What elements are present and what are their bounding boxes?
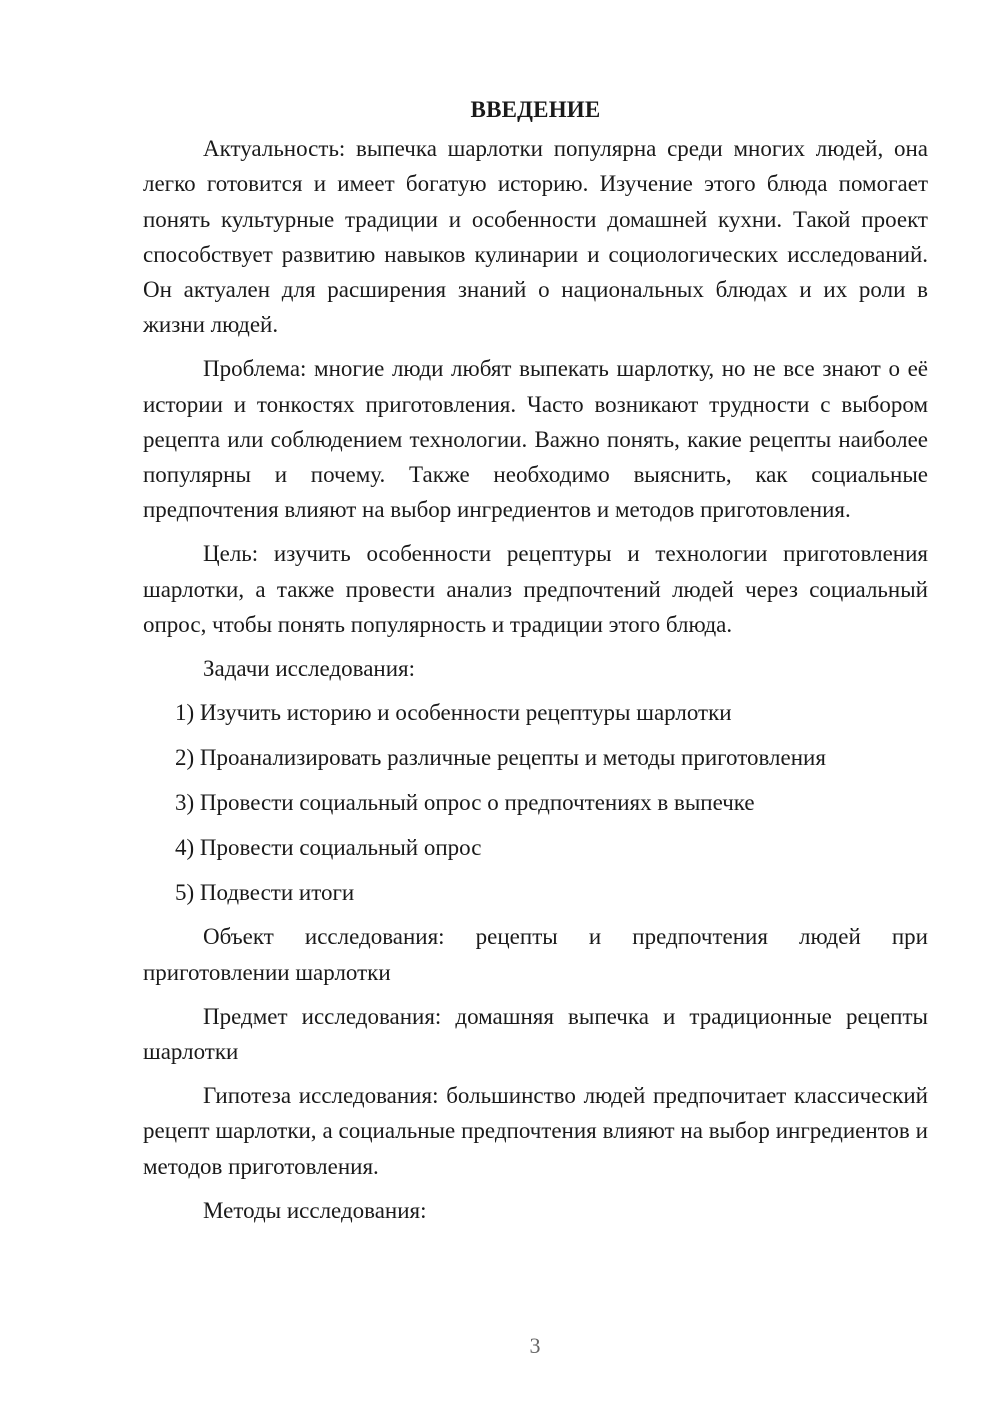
methods-label: Методы исследования: [203, 1197, 427, 1223]
paragraph-problem: Проблема: многие люди любят выпекать шарлотку, но не все знают о её истории и тонкостях приготовления. Часто возникают трудности с выбором рецепта или соблюдением технологии. Важно понять, какие рецепты наиболее популярны и почему. Также необходимо выяснить, как социальные предпочтения влияют на выбор ингредиентов и методов приготовления. [143, 356, 928, 523]
page-title: ВВЕДЕНИЕ [470, 97, 601, 122]
tasks-label: Задачи исследования: [203, 656, 416, 682]
paragraph-object: Объект исследования: рецепты и предпочтения людей при приготовлении шарлотки [143, 924, 928, 985]
list-item: 5) Подвести итоги [175, 880, 355, 906]
paragraph-relevance: Актуальность: выпечка шарлотки популярна среди многих людей, она легко готовится и имеет богатую историю. Изучение этого блюда помогает понять культурные традиции и особенности домашней кухни. Такой проект способствует развитию навыков кулинарии и социологических исследований. Он актуален для расширения знаний о национальных блюдах и их роли в жизни людей. [143, 136, 928, 338]
tasks-list [143, 695, 928, 910]
list-item: 3) Провести социальный опрос о предпочтениях в выпечке [175, 790, 755, 816]
paragraph-subject: Предмет исследования: домашняя выпечка и традиционные рецепты шарлотки [143, 1003, 928, 1065]
list-item: 2) Проанализировать различные рецепты и методы приготовления [175, 745, 826, 771]
list-item: 1) Изучить историю и особенности рецептуры шарлотки [175, 700, 732, 726]
list-item: 4) Провести социальный опрос [175, 835, 482, 861]
paragraph-goal: Цель: изучить особенности рецептуры и технологии приготовления шарлотки, а также провести анализ предпочтений людей через социальный опрос, чтобы понять популярность и традиции этого блюда. [143, 541, 928, 637]
page-content [143, 92, 928, 1237]
page-number: 3 [529, 1333, 541, 1358]
paragraph-hypothesis: Гипотеза исследования: большинство людей предпочитает классический рецепт шарлотки, а социальные предпочтения влияют на выбор ингредиентов и методов приготовления. [143, 1083, 928, 1179]
